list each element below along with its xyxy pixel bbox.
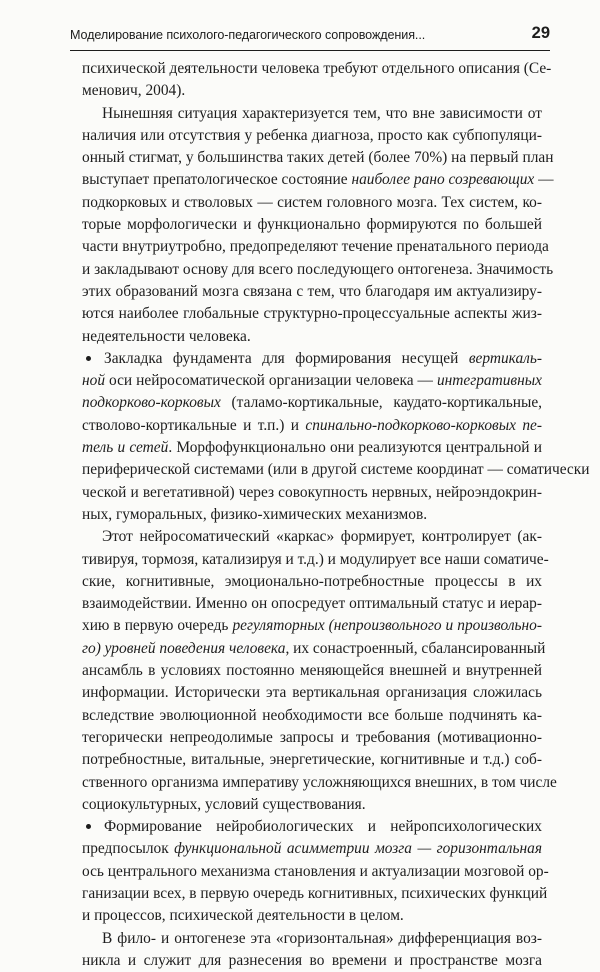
text-line bbox=[82, 259, 554, 281]
text-line-content: В фило- и онтогенезе эта «горизонтальная» дифференциация воз- bbox=[102, 929, 542, 947]
text-line-content: этих образований мозга связана с тем, что благодаря им актуализиру- bbox=[82, 282, 542, 300]
running-title: Моделирование психолого-педагогического сопровождения... bbox=[70, 28, 426, 42]
text-line bbox=[82, 571, 542, 593]
text-line bbox=[82, 192, 542, 214]
text-line bbox=[82, 660, 542, 682]
text-line-content: подкорково-корковых (таламо-кортикальные, каудато-кортикальные, bbox=[82, 394, 542, 412]
text-line-content: тель и сетей. Морфофункционально они реализуются центральной и bbox=[82, 439, 542, 457]
text-line bbox=[82, 883, 548, 905]
running-header bbox=[70, 22, 550, 51]
text-line bbox=[82, 727, 542, 749]
text-line-content: ось центрального механизма становления и актуализации мозговой ор- bbox=[82, 862, 549, 880]
text-line-content: недеятельности человека. bbox=[82, 327, 251, 345]
text-line-content: и закладывают основу для всего последующего онтогенеза. Значимость bbox=[82, 260, 554, 278]
text-line bbox=[82, 169, 554, 191]
text-line-content: информации. Исторически эта вертикальная организация сложилась bbox=[82, 684, 542, 702]
text-line-content: вследствие эволюционной необходимости все больше подчинять ка- bbox=[82, 706, 542, 724]
text-line-content: и процессов, психической деятельности в целом. bbox=[82, 907, 404, 925]
text-line-content: торые морфологически и функционально формируются по большей bbox=[82, 216, 542, 234]
text-line bbox=[82, 905, 542, 927]
text-line-content: ственного организма императиву усложняющихся внешних, в том числе bbox=[82, 773, 557, 791]
text-line-content: подкорковых и стволовых — систем головного мозга. Тех систем, ко- bbox=[82, 193, 542, 211]
text-line bbox=[82, 103, 542, 125]
text-line-content: Закладка фундамента для формирования несущей вертикаль- bbox=[104, 349, 542, 367]
text-line bbox=[82, 928, 542, 950]
text-line bbox=[82, 838, 542, 860]
text-line bbox=[82, 147, 554, 169]
text-line-content: наличия или отсутствия у ребенка диагноза, просто как субпопуляци- bbox=[82, 126, 542, 144]
text-line-content: ческой и вегетативной) через совокупность нервных, нейроэндокрин- bbox=[82, 483, 542, 501]
text-line bbox=[82, 370, 542, 392]
text-line-content: части внутриутробно, предопределяют течение пренатального периода bbox=[82, 238, 549, 256]
text-line-content: стволово-кортикальные и т.п.) и спинально-подкорково-корковых пе- bbox=[82, 416, 542, 434]
text-line bbox=[82, 705, 542, 727]
text-line bbox=[82, 638, 546, 660]
text-line-content: периферической системами (или в другой системе координат — соматически bbox=[82, 461, 590, 479]
text-line bbox=[82, 794, 542, 816]
text-line-content: ной оси нейросоматической организации человека — интегративных bbox=[82, 372, 542, 390]
text-line-content: ансамбль в условиях постоянно меняющейся внешней и внутренней bbox=[82, 662, 542, 680]
text-line-content: онный стигмат, у большинства таких детей (более 70%) на первый план bbox=[82, 149, 554, 167]
text-line bbox=[82, 950, 542, 972]
text-line bbox=[82, 593, 542, 615]
text-line-content: взаимодействии. Именно он опосредует оптимальный статус и иерар- bbox=[82, 595, 542, 613]
text-line-content: Этот нейросоматический «каркас» формирует, контролирует (ак- bbox=[102, 528, 542, 546]
bullet-icon bbox=[86, 824, 91, 829]
text-line bbox=[82, 236, 549, 258]
text-line-content: ганизации всех, в первую очередь когнитивных, психических функций bbox=[82, 884, 548, 902]
text-line-content: Нынешняя ситуация характеризуется тем, что вне зависимости от bbox=[102, 104, 542, 122]
text-line bbox=[82, 437, 542, 459]
text-line bbox=[82, 348, 542, 370]
text-line bbox=[82, 80, 542, 102]
text-line-content: предпосылок функциональной асимметрии мозга — горизонтальная bbox=[82, 840, 542, 858]
text-line bbox=[82, 303, 542, 325]
text-line bbox=[82, 861, 549, 883]
text-line bbox=[82, 214, 542, 236]
text-line bbox=[82, 415, 542, 437]
text-line-content: менович, 2004). bbox=[82, 82, 186, 100]
text-line-content: тивируя, тормозя, катализируя и т.д.) и модулирует все наши соматиче- bbox=[82, 550, 549, 568]
text-line-content: ных, гуморальных, физико-химических механизмов. bbox=[82, 505, 428, 523]
text-line bbox=[82, 749, 542, 771]
text-line-content: психической деятельности человека требуют отдельного описания (Се- bbox=[82, 60, 552, 77]
text-line bbox=[82, 482, 542, 504]
text-line-content: выступает препатологическое состояние наиболее рано созревающих — bbox=[82, 171, 554, 189]
text-line bbox=[82, 504, 542, 526]
text-line bbox=[82, 816, 542, 838]
page-number: 29 bbox=[531, 24, 550, 42]
text-line bbox=[82, 281, 542, 303]
text-line bbox=[82, 772, 557, 794]
text-line-content: Формирование нейробиологических и нейропсихологических bbox=[104, 818, 542, 836]
text-line bbox=[82, 459, 590, 481]
text-line bbox=[82, 682, 542, 704]
text-line bbox=[82, 326, 542, 348]
text-line-content: потребностные, витальные, энергетические, когнитивные и т.д.) соб- bbox=[82, 751, 542, 769]
body-text bbox=[82, 58, 590, 972]
text-line bbox=[82, 125, 542, 147]
text-line-content: социокультурных, условий существования. bbox=[82, 795, 366, 813]
text-line bbox=[82, 615, 542, 637]
bullet-icon bbox=[86, 356, 91, 361]
text-line-content: ские, когнитивные, эмоционально-потребностные процессы в их bbox=[82, 572, 542, 590]
text-line-content: никла и служит для разнесения во времени и пространстве мозга bbox=[82, 951, 542, 969]
text-line-content: хию в первую очередь регуляторных (непроизвольного и произвольно- bbox=[82, 617, 542, 635]
text-line bbox=[82, 526, 542, 548]
text-line-content: ются наиболее глобальные структурно-процессуальные аспекты жиз- bbox=[82, 305, 542, 323]
text-line bbox=[82, 58, 552, 80]
text-line bbox=[82, 549, 549, 571]
text-line-content: тегорически непреодолимые запросы и требования (мотивационно- bbox=[82, 728, 542, 746]
text-line-content: го) уровней поведения человека, их сонастроенный, сбалансированный bbox=[82, 639, 546, 657]
text-line bbox=[82, 392, 542, 414]
